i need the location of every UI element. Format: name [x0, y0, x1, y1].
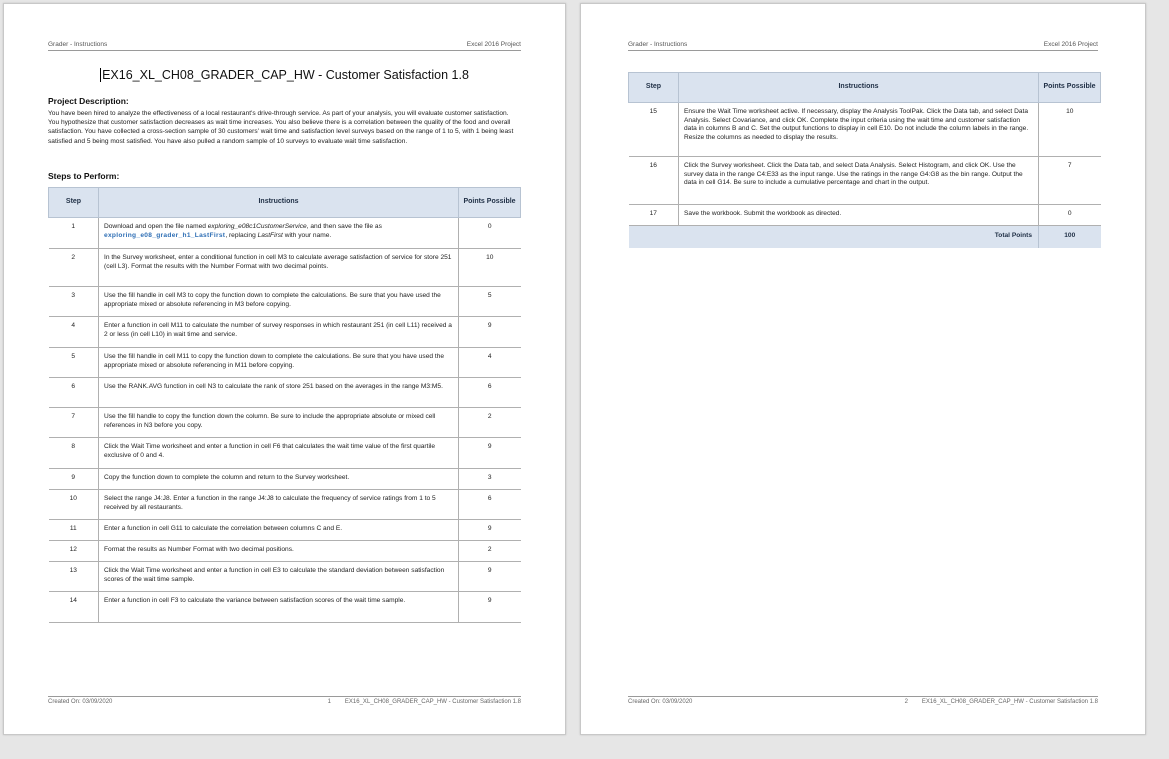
step-number: 16 — [629, 157, 679, 205]
step-number: 2 — [49, 249, 99, 287]
table-row — [49, 317, 521, 348]
step-points: 3 — [459, 469, 521, 490]
file-name: exploring_e08c1CustomerService — [207, 223, 307, 230]
step-instructions: Use the fill handle in cell M3 to copy the function down to complete the calculations. Be sure that you have used the appropriate mixed or absolute referencing in M3 before copying. — [99, 287, 459, 317]
document-title-text: EX16_XL_CH08_GRADER_CAP_HW - Customer Satisfaction 1.8 — [102, 68, 469, 82]
step-instructions: Enter a function in cell F3 to calculate the variance between satisfaction scores of the wait time sample. — [99, 592, 459, 623]
col-points-header: Points Possible — [1039, 73, 1101, 103]
step-instructions: In the Survey worksheet, enter a conditional function in cell M3 to calculate average satisfaction of service for store 251 (cell L3). Format the results with the Number Format with two decimal points. — [99, 249, 459, 287]
project-description-text: You have been hired to analyze the effectiveness of a local restaurant's drive-through service. As part of your analysis, you will evaluate customer satisfaction. You hypothesize that customer satisfaction decreases as wait time increases. You also believe there is a correlation between the quality of the food and overall satisfaction. You have collected a cross-section sample of 30 customers' wait time and satisfaction level surveys based on the range of 1 to 5, with 1 being least satisfied and 5 being most satisfied. You have also pulled a random sample of 10 surveys to evaluate wait time satisfaction. — [48, 110, 514, 145]
instr-text: with your name. — [282, 231, 332, 239]
table-row — [629, 103, 1101, 157]
step-instructions: Use the fill handle to copy the function down the column. Be sure to include the appropriate absolute or mixed cell references in N3 before you copy. — [99, 408, 459, 438]
header-right: Excel 2016 Project — [466, 41, 521, 48]
project-description-heading: Project Description: — [48, 96, 129, 106]
step-number: 11 — [49, 520, 99, 541]
total-label: Total Points — [629, 226, 1039, 248]
document-page-2 — [580, 3, 1146, 735]
table-row — [49, 490, 521, 520]
step-instructions: Copy the function down to complete the column and return to the Survey worksheet. — [99, 469, 459, 490]
table-row — [49, 408, 521, 438]
step-instructions: Use the RANK.AVG function in cell N3 to calculate the rank of store 251 based on the averages in the range M3:M5. — [99, 378, 459, 408]
step-points: 9 — [459, 562, 521, 592]
footer-right — [905, 699, 1098, 705]
col-instructions-header: Instructions — [679, 73, 1039, 103]
step-number: 15 — [629, 103, 679, 157]
table-row — [629, 157, 1101, 205]
page-header — [48, 41, 521, 51]
steps-table — [48, 187, 521, 623]
step-points: 9 — [459, 317, 521, 348]
step-number: 10 — [49, 490, 99, 520]
document-page-1 — [3, 3, 566, 735]
page-footer — [628, 696, 1098, 708]
step-number: 7 — [49, 408, 99, 438]
step-number: 13 — [49, 562, 99, 592]
table-row — [49, 287, 521, 317]
step-instructions: Click the Wait Time worksheet and enter a function in cell F6 that calculates the wait time value of the first quartile exclusive of 0 and 4. — [99, 438, 459, 469]
table-row — [629, 205, 1101, 226]
save-as-name: exploring_e08_grader_h1_LastFirst — [104, 231, 226, 239]
table-row — [49, 592, 521, 623]
step-instructions: Select the range J4:J8. Enter a function in the range J4:J8 to calculate the frequency of service ratings from 1 to 5 received by all restaurants. — [99, 490, 459, 520]
step-points: 9 — [459, 438, 521, 469]
footer-right — [328, 699, 521, 705]
step-points: 2 — [459, 408, 521, 438]
total-value: 100 — [1039, 226, 1101, 248]
table-row — [49, 348, 521, 378]
instr-text: Download and open the file named — [104, 223, 208, 230]
table-row — [49, 438, 521, 469]
col-step-header: Step — [49, 188, 99, 218]
table-row — [49, 469, 521, 490]
replace-text: LastFirst — [257, 231, 283, 239]
step-number: 3 — [49, 287, 99, 317]
table-row — [49, 378, 521, 408]
step-instructions: Save the workbook. Submit the workbook as directed. — [679, 205, 1039, 226]
step-number: 14 — [49, 592, 99, 623]
header-right: Excel 2016 Project — [1043, 41, 1098, 48]
step-number: 6 — [49, 378, 99, 408]
document-title[interactable] — [4, 68, 565, 82]
instr-text: , replacing — [225, 231, 258, 239]
step-instructions: Enter a function in cell M11 to calculate the number of survey responses in which restaurant 251 (in cell L11) received a 2 or less (in cell L10) in wait time and service. — [99, 317, 459, 348]
step-instructions: Use the fill handle in cell M11 to copy the function down to complete the calculations. Be sure that you have used the appropriate mixed or absolute referencing in M11 before copying. — [99, 348, 459, 378]
step-points: 9 — [459, 592, 521, 623]
page-footer — [48, 696, 521, 708]
col-step-header: Step — [629, 73, 679, 103]
text-cursor — [100, 68, 101, 82]
page-number: 1 — [327, 699, 331, 705]
table-row — [49, 562, 521, 592]
col-points-header: Points Possible — [459, 188, 521, 218]
steps-heading: Steps to Perform: — [48, 171, 120, 181]
step-number: 1 — [49, 218, 99, 249]
step-instructions: Click the Survey worksheet. Click the Data tab, and select Data Analysis. Select Histogram, and click OK. Use the survey data in the range C4:E33 as the input range. Use the ratings in the range G4:G8 as the bin range. Output the data in cell G14. Be sure to include a cumulative percentage and chart in the output. — [679, 157, 1039, 205]
table-row — [49, 218, 521, 249]
table-header-row — [629, 73, 1101, 103]
footer-doc-name: EX16_XL_CH08_GRADER_CAP_HW - Customer Satisfaction 1.8 — [344, 699, 521, 705]
step-points: 10 — [1039, 103, 1101, 157]
step-points: 0 — [1039, 205, 1101, 226]
step-points: 6 — [459, 490, 521, 520]
total-row — [629, 226, 1101, 248]
page-header — [628, 41, 1098, 51]
footer-doc-name: EX16_XL_CH08_GRADER_CAP_HW - Customer Satisfaction 1.8 — [921, 699, 1098, 705]
step-number: 9 — [49, 469, 99, 490]
header-left: Grader - Instructions — [48, 41, 108, 48]
footer-created: Created On: 03/09/2020 — [628, 699, 693, 705]
header-left: Grader - Instructions — [628, 41, 688, 48]
step-points: 0 — [459, 218, 521, 249]
step-points: 9 — [459, 520, 521, 541]
step-points: 5 — [459, 287, 521, 317]
step-number: 12 — [49, 541, 99, 562]
instr-text: , and then save the file as — [306, 223, 382, 230]
step-points: 2 — [459, 541, 521, 562]
step-points: 4 — [459, 348, 521, 378]
step-points: 6 — [459, 378, 521, 408]
table-row — [49, 520, 521, 541]
steps-table-continued — [628, 72, 1101, 248]
step-instructions: Ensure the Wait Time worksheet active. If necessary, display the Analysis ToolPak. Click the Data tab, and select Data Analysis. Select Covariance, and click OK. Complete the input criteria using the wait time and customer satisfaction data in columns B and C. Set the output functions to display in cell E10. Do not include the column labels in the range. Resize the columns as needed to display the results. — [679, 103, 1039, 157]
table-row — [49, 249, 521, 287]
step-instructions: Enter a function in cell G11 to calculate the correlation between columns C and E. — [99, 520, 459, 541]
table-header-row — [49, 188, 521, 218]
step-points: 10 — [459, 249, 521, 287]
step-instructions — [99, 218, 459, 249]
step-points: 7 — [1039, 157, 1101, 205]
step-number: 8 — [49, 438, 99, 469]
footer-created: Created On: 03/09/2020 — [48, 699, 113, 705]
step-number: 17 — [629, 205, 679, 226]
step-instructions: Click the Wait Time worksheet and enter a function in cell E3 to calculate the standard deviation between satisfaction scores of the wait time sample. — [99, 562, 459, 592]
page-number: 2 — [904, 699, 908, 705]
step-number: 5 — [49, 348, 99, 378]
col-instructions-header: Instructions — [99, 188, 459, 218]
step-instructions: Format the results as Number Format with two decimal positions. — [99, 541, 459, 562]
table-row — [49, 541, 521, 562]
step-number: 4 — [49, 317, 99, 348]
